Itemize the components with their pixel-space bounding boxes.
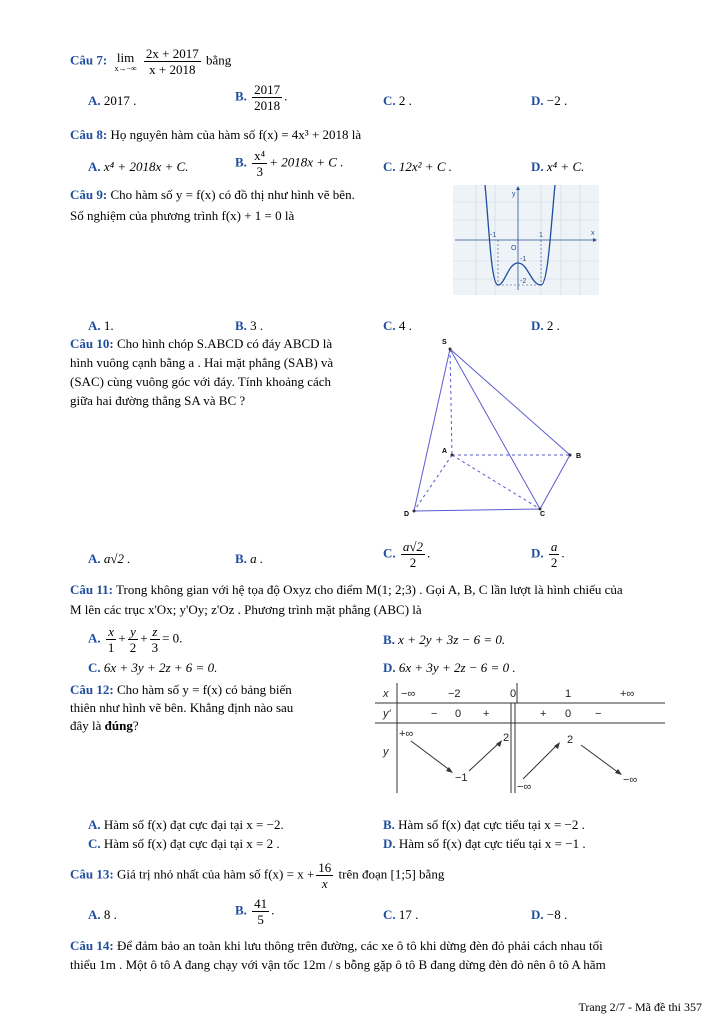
svg-text:+∞: +∞ xyxy=(399,728,414,740)
q12-stem-line1: Câu 12: Cho hàm số y = f(x) có bảng biến xyxy=(70,682,292,697)
q10-stem-line3: (SAC) cùng vuông góc với đáy. Tính khoảng cách xyxy=(70,374,332,389)
q13-option-d[interactable]: D. −8 . xyxy=(531,907,568,922)
q9-stem-line2: Số nghiệm của phương trình f(x) + 1 = 0 là xyxy=(70,208,295,223)
q10-option-c[interactable]: C. $\frac{a√2}{2}$ . xyxy=(383,539,431,570)
svg-text:0: 0 xyxy=(510,688,517,700)
q8-option-d[interactable]: D. x⁴ + C. xyxy=(531,159,585,174)
q10-pyramid-figure xyxy=(400,335,600,525)
svg-text:−∞: −∞ xyxy=(517,781,532,793)
q10-stem-line2: hình vuông cạnh bằng a . Hai mặt phẳng (SAB) và xyxy=(70,355,334,370)
svg-text:y: y xyxy=(383,746,389,758)
q13-stem: Câu 13: Giá trị nhỏ nhất của hàm số f(x) = x + $\frac{16}{x}$ trên đoạn [1;5] bằng xyxy=(70,860,445,891)
q14-stem-line1: Câu 14: Để đảm bảo an toàn khi lưu thông trên đường, các xe ô tô khi dừng đèn đỏ phải cách nhau tối xyxy=(70,938,603,953)
svg-text:D: D xyxy=(404,511,410,518)
svg-text:+: + xyxy=(483,708,490,720)
q9-option-b[interactable]: B. 3 . xyxy=(235,318,264,333)
q7-option-c[interactable]: C. 2 . xyxy=(383,93,412,108)
svg-text:0: 0 xyxy=(455,708,462,720)
svg-text:−∞: −∞ xyxy=(401,688,416,700)
q8-stem: Câu 8: Họ nguyên hàm của hàm số f(x) = 4x³ + 2018 là xyxy=(70,127,362,142)
q12-option-b[interactable]: B. Hàm số f(x) đạt cực tiểu tại x = −2 . xyxy=(383,817,585,832)
svg-text:2: 2 xyxy=(567,734,574,746)
q8-option-c[interactable]: C. 12x² + C . xyxy=(383,159,453,174)
svg-text:O: O xyxy=(511,245,517,252)
page-footer: Trang 2/7 - Mã đề thi 357 xyxy=(578,1000,702,1014)
svg-text:−2: −2 xyxy=(448,688,461,700)
svg-text:S: S xyxy=(442,339,447,346)
svg-text:x: x xyxy=(383,688,389,700)
svg-text:y': y' xyxy=(383,708,391,720)
q12-option-c[interactable]: C. Hàm số f(x) đạt cực đại tại x = 2 . xyxy=(88,836,280,851)
svg-text:1: 1 xyxy=(565,688,572,700)
q8-option-b[interactable]: B. $\frac{\text{x⁴}}{3}$ + 2018x + C . xyxy=(235,148,344,179)
q12-variation-table xyxy=(375,683,665,798)
svg-text:B: B xyxy=(576,453,582,460)
q12-stem-line3: đây là đúng? xyxy=(70,718,139,733)
svg-text:−: − xyxy=(431,708,438,720)
q11-option-c[interactable]: C. 6x + 3y + 2z + 6 = 0. xyxy=(88,660,218,675)
svg-text:C: C xyxy=(540,511,546,518)
svg-text:2: 2 xyxy=(503,732,510,744)
svg-text:A: A xyxy=(442,448,448,455)
q13-option-c[interactable]: C. 17 . xyxy=(383,907,419,922)
svg-text:0: 0 xyxy=(565,708,572,720)
q9-graph xyxy=(453,185,599,295)
q12-option-d[interactable]: D. Hàm số f(x) đạt cực tiểu tại x = −1 . xyxy=(383,836,586,851)
q10-stem-line1: Câu 10: Cho hình chóp S.ABCD có đáy ABCD là xyxy=(70,336,333,351)
q9-option-d[interactable]: D. 2 . xyxy=(531,318,560,333)
q7-option-b[interactable]: B. $\frac{2017}{2018}$ . xyxy=(235,82,288,113)
q9-option-a[interactable]: A. 1. xyxy=(88,318,114,333)
svg-text:−: − xyxy=(595,708,602,720)
q10-option-d[interactable]: D. $\frac{a}{2}$ . xyxy=(531,539,565,570)
q14-stem-line2: thiểu 1m . Một ô tô A đang chạy với vận tốc 12m / s bỗng gặp ô tô B đang dừng đèn đỏ nên ô tô A hãm xyxy=(70,957,606,972)
svg-text:+∞: +∞ xyxy=(620,688,635,700)
q12-stem-line2: thiên như hình vẽ bên. Khẳng định nào sau xyxy=(70,700,294,715)
svg-text:−1: −1 xyxy=(455,772,468,784)
q11-option-b[interactable]: B. x + 2y + 3z − 6 = 0. xyxy=(383,632,506,647)
q7-option-d[interactable]: D. −2 . xyxy=(531,93,568,108)
q8-option-a[interactable]: A. x⁴ + 2018x + C. xyxy=(88,159,189,174)
q7-stem: Câu 7: lim x→−∞ $\frac{2x + 2017}{x + 2018}$ bằng xyxy=(70,46,232,77)
svg-text:-1: -1 xyxy=(520,256,527,263)
q11-option-a[interactable]: A. $\frac{x}{1}$ + $\frac{y}{2}$ + $\frac{z}{3}$ = 0. xyxy=(88,624,183,655)
svg-text:y: y xyxy=(512,191,516,198)
q10-option-a[interactable]: A. a√2 . xyxy=(88,551,131,566)
q11-stem-line2: M lên các trục x'Ox; y'Oy; z'Oz . Phương trình mặt phẳng (ABC) là xyxy=(70,602,422,617)
q12-option-a[interactable]: A. Hàm số f(x) đạt cực đại tại x = −2. xyxy=(88,817,284,832)
svg-text:−∞: −∞ xyxy=(623,774,638,786)
q10-option-b[interactable]: B. a . xyxy=(235,551,264,566)
q11-option-d[interactable]: D. 6x + 3y + 2z − 6 = 0 . xyxy=(383,660,516,675)
q13-option-a[interactable]: A. 8 . xyxy=(88,907,117,922)
q9-stem-line1: Câu 9: Cho hàm số y = f(x) có đồ thị như hình vẽ bên. xyxy=(70,187,355,202)
q9-option-c[interactable]: C. 4 . xyxy=(383,318,412,333)
svg-text:1: 1 xyxy=(539,232,543,239)
q13-option-b[interactable]: B. $\frac{41}{5}$ . xyxy=(235,896,275,927)
svg-text:-2: -2 xyxy=(520,278,527,285)
q7-option-a[interactable]: A. 2017 . xyxy=(88,93,137,108)
svg-text:+: + xyxy=(540,708,547,720)
svg-text:-1: -1 xyxy=(490,232,497,239)
svg-text:x: x xyxy=(591,230,595,237)
q11-stem-line1: Câu 11: Trong không gian với hệ tọa độ Oxyz cho điểm M(1; 2;3) . Gọi A, B, C lần lượt là hình chiếu của xyxy=(70,582,623,597)
q10-stem-line4: giữa hai đường thẳng SA và BC ? xyxy=(70,393,246,408)
